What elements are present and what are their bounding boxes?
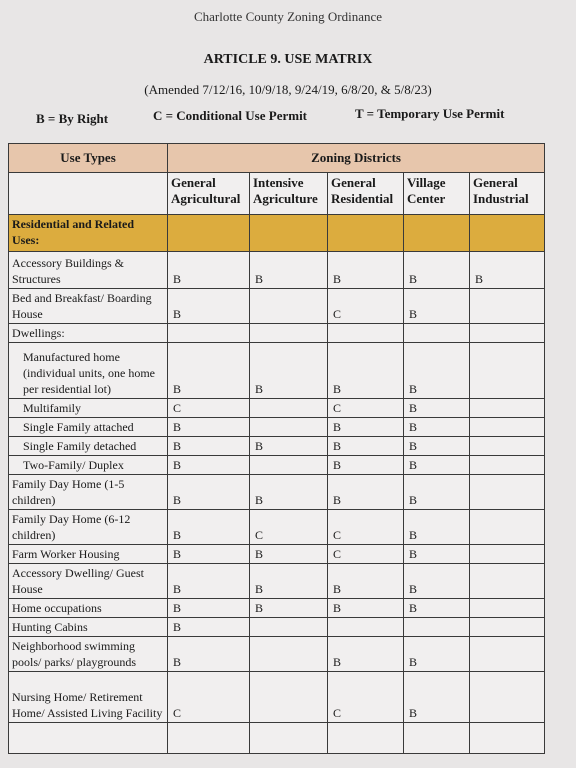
permit-cell: B xyxy=(168,637,250,672)
permit-cell: B xyxy=(168,252,250,289)
permit-cell: B xyxy=(328,475,404,510)
category-cell xyxy=(470,215,545,252)
permit-cell: B xyxy=(404,545,470,564)
use-type-cell: Accessory Buildings & Structures xyxy=(9,252,168,289)
table-row xyxy=(9,510,545,545)
district-header: General Industrial xyxy=(470,173,545,215)
table-row xyxy=(9,637,545,672)
permit-cell: C xyxy=(328,672,404,723)
permit-cell xyxy=(470,456,545,475)
category-cell xyxy=(168,215,250,252)
use-type-cell: Nursing Home/ Retirement Home/ Assisted Living Facility xyxy=(9,672,168,723)
permit-cell xyxy=(470,437,545,456)
table-row xyxy=(9,545,545,564)
legend-temporary: T = Temporary Use Permit xyxy=(355,106,505,121)
permit-cell: B xyxy=(404,289,470,324)
zoning-districts-header: Zoning Districts xyxy=(168,144,545,173)
permit-cell: B xyxy=(328,437,404,456)
permit-cell: B xyxy=(168,437,250,456)
category-cell xyxy=(250,215,328,252)
permit-cell: B xyxy=(250,252,328,289)
permit-cell: B xyxy=(404,418,470,437)
permit-cell xyxy=(470,564,545,599)
permit-cell xyxy=(250,456,328,475)
table-row xyxy=(9,564,545,599)
permit-cell: C xyxy=(168,672,250,723)
permit-cell: B xyxy=(328,418,404,437)
permit-cell xyxy=(470,399,545,418)
use-type-cell: Single Family attached xyxy=(9,418,168,437)
permit-cell: B xyxy=(168,599,250,618)
table-row xyxy=(9,252,545,289)
permit-cell: B xyxy=(250,599,328,618)
permit-cell: B xyxy=(404,510,470,545)
permit-cell: C xyxy=(168,399,250,418)
use-type-cell: Family Day Home (6-12 children) xyxy=(9,510,168,545)
table-header-row xyxy=(9,144,545,173)
permit-cell: C xyxy=(328,399,404,418)
empty-cell xyxy=(168,723,250,754)
table-row xyxy=(9,599,545,618)
permit-cell xyxy=(470,475,545,510)
table-row xyxy=(9,475,545,510)
permit-cell: B xyxy=(250,437,328,456)
permit-cell: B xyxy=(250,545,328,564)
permit-cell: B xyxy=(404,637,470,672)
permit-cell: B xyxy=(328,564,404,599)
table-row xyxy=(9,672,545,723)
legend-by-right: B = By Right xyxy=(36,111,109,126)
use-type-cell: Neighborhood swimming pools/ parks/ playgrounds xyxy=(9,637,168,672)
use-matrix-table xyxy=(8,143,545,754)
permit-cell: B xyxy=(168,510,250,545)
use-types-header: Use Types xyxy=(9,144,168,173)
permit-cell: B xyxy=(168,289,250,324)
permit-cell: B xyxy=(328,343,404,399)
permit-cell xyxy=(168,324,250,343)
category-row xyxy=(9,215,545,252)
district-header-row xyxy=(9,173,545,215)
table-row xyxy=(9,399,545,418)
use-type-cell: Home occupations xyxy=(9,599,168,618)
permit-cell xyxy=(404,324,470,343)
permit-cell: B xyxy=(250,564,328,599)
permit-cell xyxy=(250,399,328,418)
permit-cell: B xyxy=(404,252,470,289)
use-type-cell: Bed and Breakfast/ Boarding House xyxy=(9,289,168,324)
category-label: Residential and Related Uses: xyxy=(9,215,168,252)
permit-cell: C xyxy=(328,545,404,564)
permit-cell: B xyxy=(328,252,404,289)
district-header: General Residential xyxy=(328,173,404,215)
permit-cell xyxy=(470,599,545,618)
table-row xyxy=(9,618,545,637)
permit-cell: C xyxy=(250,510,328,545)
permit-cell: B xyxy=(168,343,250,399)
empty-cell xyxy=(9,723,168,754)
permit-cell: B xyxy=(168,475,250,510)
empty-cell xyxy=(404,723,470,754)
permit-cell xyxy=(470,672,545,723)
empty-cell xyxy=(250,723,328,754)
article-title: ARTICLE 9. USE MATRIX xyxy=(203,52,373,67)
permit-cell xyxy=(470,418,545,437)
permit-cell xyxy=(250,324,328,343)
permit-cell: B xyxy=(404,343,470,399)
permit-cell: B xyxy=(328,599,404,618)
use-type-cell: Hunting Cabins xyxy=(9,618,168,637)
district-header: General Agricultural xyxy=(168,173,250,215)
use-type-cell: Multifamily xyxy=(9,399,168,418)
permit-cell xyxy=(328,618,404,637)
amended-note: (Amended 7/12/16, 10/9/18, 9/24/19, 6/8/20, & 5/8/23) xyxy=(144,82,432,97)
permit-cell xyxy=(250,618,328,637)
use-type-cell: Accessory Dwelling/ Guest House xyxy=(9,564,168,599)
permit-cell: B xyxy=(404,456,470,475)
permit-cell: B xyxy=(470,252,545,289)
use-type-cell: Dwellings: xyxy=(9,324,168,343)
permit-cell: B xyxy=(168,545,250,564)
permit-cell xyxy=(404,618,470,637)
use-type-cell: Two-Family/ Duplex xyxy=(9,456,168,475)
table-row xyxy=(9,343,545,399)
permit-cell xyxy=(470,637,545,672)
permit-cell xyxy=(470,510,545,545)
table-row xyxy=(9,437,545,456)
table-row xyxy=(9,324,545,343)
empty-cell xyxy=(328,723,404,754)
district-header: Village Center xyxy=(404,173,470,215)
permit-cell xyxy=(470,545,545,564)
use-type-cell: Farm Worker Housing xyxy=(9,545,168,564)
permit-cell: B xyxy=(404,564,470,599)
permit-cell xyxy=(250,672,328,723)
table-row xyxy=(9,418,545,437)
legend-conditional: C = Conditional Use Permit xyxy=(153,108,308,123)
table-row xyxy=(9,456,545,475)
use-type-cell: Single Family detached xyxy=(9,437,168,456)
empty-cell xyxy=(470,723,545,754)
permit-cell xyxy=(250,289,328,324)
permit-cell: B xyxy=(328,456,404,475)
permit-cell: B xyxy=(168,618,250,637)
permit-cell: B xyxy=(250,343,328,399)
permit-cell xyxy=(250,637,328,672)
permit-cell: B xyxy=(404,475,470,510)
use-type-cell: Family Day Home (1-5 children) xyxy=(9,475,168,510)
permit-cell: B xyxy=(404,399,470,418)
category-cell xyxy=(328,215,404,252)
permit-cell xyxy=(328,324,404,343)
permit-cell: B xyxy=(404,437,470,456)
permit-cell: C xyxy=(328,289,404,324)
permit-cell: B xyxy=(250,475,328,510)
permit-cell xyxy=(250,418,328,437)
table-row xyxy=(9,289,545,324)
permit-cell: C xyxy=(328,510,404,545)
permit-cell: B xyxy=(404,672,470,723)
ordinance-title: Charlotte County Zoning Ordinance xyxy=(193,9,383,24)
permit-cell: B xyxy=(168,418,250,437)
permit-cell xyxy=(470,618,545,637)
district-header: Intensive Agriculture xyxy=(250,173,328,215)
permit-cell: B xyxy=(168,564,250,599)
permit-cell xyxy=(470,324,545,343)
permit-cell: B xyxy=(328,637,404,672)
permit-cell: B xyxy=(404,599,470,618)
category-cell xyxy=(404,215,470,252)
empty-row xyxy=(9,723,545,754)
permit-cell xyxy=(470,289,545,324)
use-type-cell: Manufactured home (individual units, one home per residential lot) xyxy=(9,343,168,399)
permit-cell: B xyxy=(168,456,250,475)
permit-cell xyxy=(470,343,545,399)
blank-header-cell xyxy=(9,173,168,215)
